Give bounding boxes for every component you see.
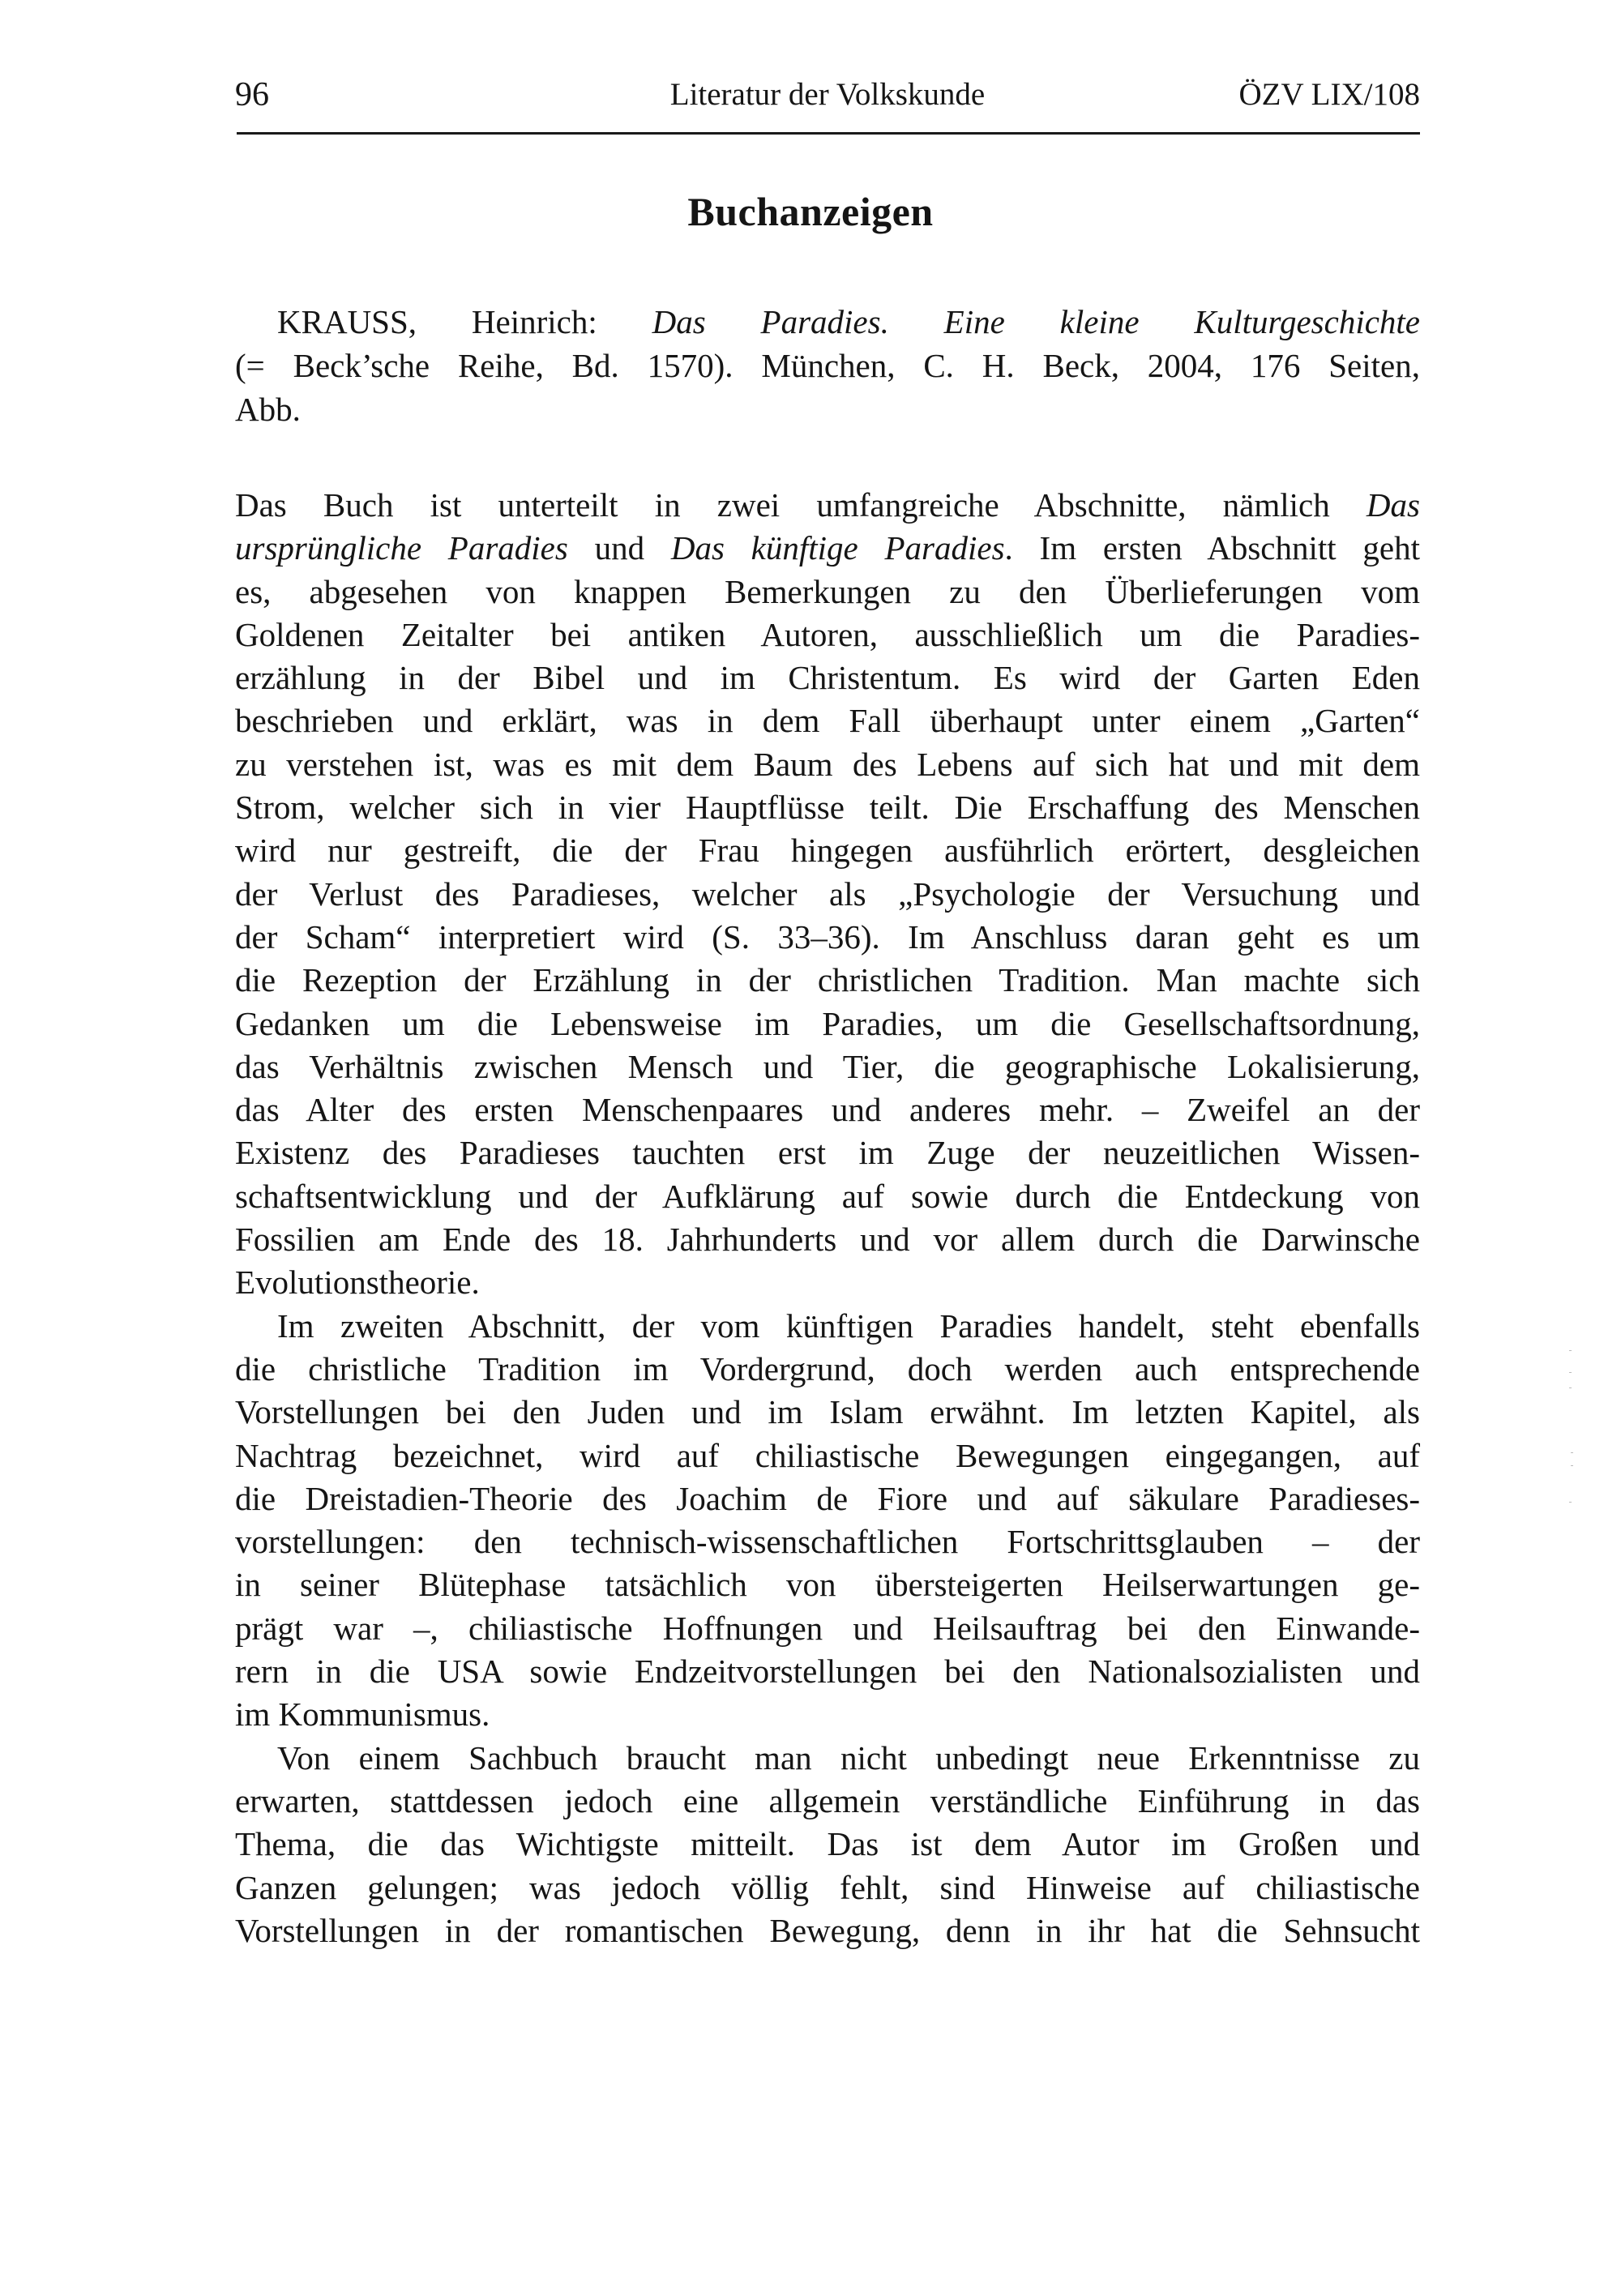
header-rule-divider	[237, 132, 1420, 135]
body-text-line	[235, 571, 1420, 614]
text-run: in seiner Blütephase tatsächlich von übersteigerten Heilserwartungen ge-	[235, 1566, 1420, 1604]
text-run: Im zweiten Abschnitt, der vom künftigen Paradies handelt, steht ebenfalls	[277, 1306, 1420, 1345]
text-run: Vorstellungen bei den Juden und im Islam erwähnt. Im letzten Kapitel, als	[235, 1393, 1420, 1431]
italic-title-text: ursprüngliche Paradies	[235, 529, 568, 567]
text-run: vorstellungen: den technisch-wissenschaftlichen Fortschrittsglauben – der	[235, 1523, 1420, 1561]
body-text-line	[235, 1909, 1420, 1952]
body-text-line	[235, 1477, 1420, 1520]
text-run: beschrieben und erklärt, was in dem Fall überhaupt unter einem „Garten“	[235, 702, 1420, 740]
body-text-line	[235, 873, 1420, 916]
citation-line	[235, 344, 1420, 387]
body-text-line	[235, 699, 1420, 742]
text-run: wird nur gestreift, die der Frau hingegen ausführlich erörtert, desgleichen	[235, 832, 1420, 870]
text-run: Abb.	[235, 391, 301, 428]
body-text-line	[235, 1261, 1420, 1304]
body-text-line	[235, 1218, 1420, 1261]
text-run: und	[567, 529, 671, 567]
text-run: Das Buch ist unterteilt in zwei umfangreiche Abschnitte, nämlich	[235, 486, 1367, 524]
body-text-line	[235, 786, 1420, 829]
body-text-line	[235, 1045, 1420, 1088]
body-text-line	[235, 1088, 1420, 1131]
body-text-line	[235, 1391, 1420, 1434]
text-run: schaftsentwicklung und der Aufklärung auf sowie durch die Entdeckung von	[235, 1177, 1420, 1215]
running-head	[235, 75, 1420, 115]
text-run: Fossilien am Ende des 18. Jahrhunderts und vor allem durch die Darwinsche	[235, 1221, 1420, 1259]
text-run: zu verstehen ist, was es mit dem Baum des Lebens auf sich hat und mit dem	[235, 745, 1420, 783]
scan-artifact	[1569, 1387, 1572, 1388]
text-run: erzählung in der Bibel und im Christentum. Es wird der Garten Eden	[235, 659, 1420, 697]
scan-artifact	[1569, 1502, 1572, 1503]
body-text-line	[235, 959, 1420, 1002]
scan-artifact	[1569, 1350, 1572, 1351]
text-run: es, abgesehen von knappen Bemerkungen zu den Überlieferungen vom	[235, 572, 1420, 610]
italic-title-text: Das	[1366, 486, 1420, 524]
text-run: Gedanken um die Lebensweise im Paradies, um die Gesellschaftsordnung,	[235, 1004, 1420, 1042]
body-text-line	[235, 1780, 1420, 1823]
body-text-line	[235, 1520, 1420, 1563]
body-text-line	[235, 614, 1420, 656]
body-text-line	[235, 1693, 1420, 1736]
text-run: Goldenen Zeitalter bei antiken Autoren, ausschließlich um die Paradies-	[235, 615, 1420, 653]
text-run: Strom, welcher sich in vier Hauptflüsse teilt. Die Erschaffung des Menschen	[235, 789, 1420, 827]
text-run: das Alter des ersten Menschenpaares und anderes mehr. – Zweifel an der	[235, 1091, 1420, 1129]
text-run: Thema, die das Wichtigste mitteilt. Das ist dem Autor im Großen und	[235, 1825, 1420, 1863]
italic-title-text: Das Paradies. Eine kleine Kulturgeschichte	[652, 303, 1421, 340]
section-title: Buchanzeigen	[687, 189, 934, 234]
text-run: . Im ersten Abschnitt geht	[1004, 529, 1421, 567]
body-text-line	[235, 484, 1420, 527]
body-text-line	[235, 1607, 1420, 1650]
body-text-line	[235, 527, 1420, 570]
body-text-line	[235, 1434, 1420, 1477]
text-run: prägt war –, chiliastische Hoffnungen und Heilsauftrag bei den Einwande-	[235, 1609, 1420, 1647]
text-run: die Rezeption der Erzählung in der christlichen Tradition. Man machte sich	[235, 961, 1420, 999]
body-text-line	[235, 1563, 1420, 1606]
text-run: Nachtrag bezeichnet, wird auf chiliastische Bewegungen eingegangen, auf	[235, 1436, 1420, 1474]
body-text-line	[235, 1823, 1420, 1866]
text-run: rern in die USA sowie Endzeitvorstellungen bei den Nationalsozialisten und	[235, 1653, 1420, 1691]
text-run: Ganzen gelungen; was jedoch völlig fehlt, sind Hinweise auf chiliastische	[235, 1868, 1420, 1906]
text-run: der Verlust des Paradieses, welcher als „Psychologie der Versuchung und	[235, 874, 1420, 913]
text-run: Evolutionstheorie.	[235, 1263, 480, 1302]
body-text-line	[235, 1866, 1420, 1909]
text-run: erwarten, stattdessen jedoch eine allgemein verständliche Einführung in das	[235, 1781, 1420, 1819]
citation-line	[235, 387, 1420, 431]
body-text-line	[235, 1175, 1420, 1218]
page-number: 96	[235, 76, 269, 113]
text-run: die christliche Tradition im Vordergrund, doch werden auch entsprechende	[235, 1349, 1420, 1387]
text-run: das Verhältnis zwischen Mensch und Tier, die geographische Lokalisierung,	[235, 1047, 1420, 1085]
text-run: die Dreistadien-Theorie des Joachim de Fiore und auf säkulare Paradieses-	[235, 1479, 1420, 1517]
book-citation	[235, 300, 1420, 431]
body-text-line	[235, 1650, 1420, 1693]
journal-section: Literatur der Volkskunde	[669, 77, 986, 112]
review-body	[235, 484, 1420, 1952]
text-run: (= Beck’sche Reihe, Bd. 1570). München, C. H. Beck, 2004, 176 Seiten,	[235, 347, 1420, 384]
body-text-line	[235, 743, 1420, 786]
text-run: Vorstellungen in der romantischen Bewegung, denn in ihr hat die Sehnsucht	[235, 1911, 1420, 1949]
text-run: Existenz des Paradieses tauchten erst im Zuge der neuzeitlichen Wissen-	[235, 1134, 1420, 1172]
body-text-line	[235, 656, 1420, 699]
body-text-line	[235, 1737, 1420, 1780]
italic-title-text: Das künftige Paradies	[670, 529, 1005, 567]
scan-artifact	[1571, 1465, 1573, 1466]
citation-line	[235, 300, 1420, 344]
body-text-line	[235, 1305, 1420, 1348]
body-text-line	[235, 829, 1420, 872]
journal-issue: ÖZV LIX/108	[1238, 77, 1420, 112]
body-text-line	[235, 916, 1420, 959]
body-text-line	[235, 1003, 1420, 1045]
text-run: im Kommunismus.	[235, 1695, 490, 1734]
scan-artifact	[1571, 1452, 1573, 1453]
text-run: der Scham“ interpretiert wird (S. 33–36). Im Anschluss daran geht es um	[235, 917, 1420, 956]
body-text-line	[235, 1348, 1420, 1391]
text-run: Von einem Sachbuch braucht man nicht unbedingt neue Erkenntnisse zu	[277, 1738, 1420, 1777]
text-run: KRAUSS, Heinrich:	[277, 303, 652, 340]
scan-artifact	[1569, 1372, 1572, 1373]
body-text-line	[235, 1131, 1420, 1174]
